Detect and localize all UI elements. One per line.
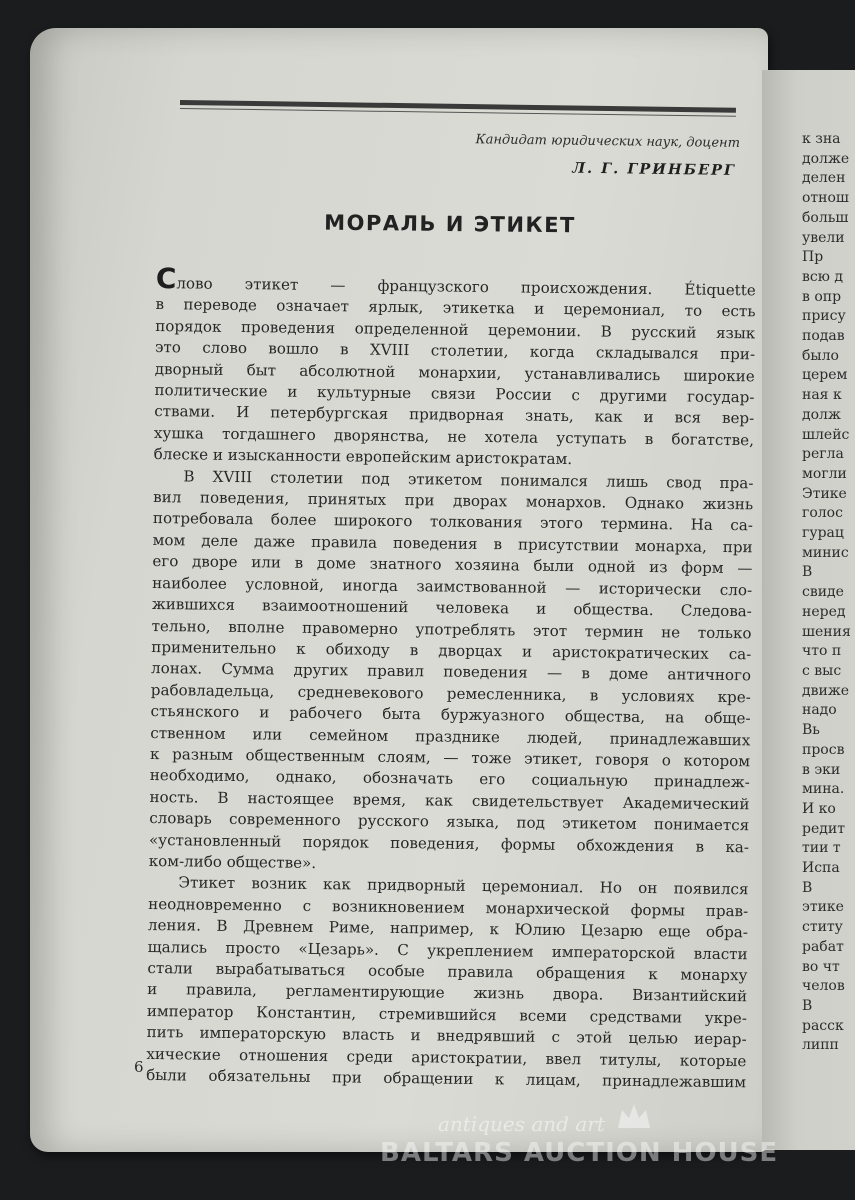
text-line-content: были обязательны при обращении к лицам, принадлежавшим [146,1065,747,1092]
right-page-fragment: что п [802,643,842,660]
right-page-fragment: Этике [802,485,847,502]
right-page-fragment: В [802,564,813,581]
right-page-fragment: этике [802,899,844,916]
right-page-fragment: шлейс [802,426,850,443]
text-line-content: словарь современного русского языка, под этикетом понимается [149,809,750,835]
right-page-fragment: неред [802,603,846,620]
right-page-fragment: долж [802,406,841,423]
text-line-content: неодновременно с возникновением монархической формы прав- [148,894,749,921]
drop-cap: С [155,262,177,296]
right-page-fragment: гурац [802,525,844,542]
text-line-content: к разным общественным слоям, — тоже этикет, говоря о котором [149,744,751,771]
right-page-fragment: долже [802,150,850,167]
right-page-fragment: шения [802,623,851,640]
text-line-content: ность. В настоящее время, как свидетельствует Академический [149,787,750,814]
right-page-fragment: с выс [802,662,842,679]
watermark-brand: BALTARS AUCTION HOUSE [380,1138,779,1168]
right-page-fragment: редит [802,820,845,837]
text-line-content: необходимо, однако, обозначать его социальную принадлеж- [149,766,750,792]
right-page-fragment: к зна [802,131,841,147]
right-page-fragment: тии т [802,840,841,857]
text-line-content: политические и культурные связи России с другими государ- [154,381,755,407]
right-page-fragment: рабат [802,938,844,955]
right-page-fragment: мина. [802,781,845,798]
right-page-fragment: просв [802,741,845,758]
book-page-right [762,70,855,1150]
right-page-fragment: подав [802,328,845,345]
text-line-content: порядок проведения определенной церемонии. В русский язык [155,316,756,343]
right-page-fragment: во чт [802,958,840,975]
right-page-fragment: отнош [802,190,849,207]
text-line-content: дворный быт абсолютной монархии, устанавливались широкие [154,359,755,385]
text-line-content: в переводе означает ярлык, этикетка и церемониал, то есть [155,295,756,321]
right-page-fragment: могли [802,465,847,482]
right-page-fragment: было [802,347,839,364]
right-page-fragment: Пр [802,249,824,266]
right-page-fragment: движе [802,682,849,699]
article-heading: МОРАЛЬ И ЭТИКЕТ [324,210,576,238]
header-rule [180,100,736,113]
text-line-content: стали вырабатываться особые правила обращения к монарху [147,958,748,985]
text-line-content: пить императорскую власть и внедрявший с этой целью иерар- [146,1023,747,1049]
right-page-fragment: регла [802,446,844,463]
text-line-content: стьянского и рабочего быта буржуазного общества, на обще- [150,702,751,728]
right-page-fragment: В [802,997,813,1014]
text-line-content: рабовладельца, средневекового ремесленника, в условиях кре- [150,680,751,707]
text-line-content: это слово вошло в XVIII столетии, когда складывался при- [154,338,756,364]
right-page-fragment: увели [802,229,845,246]
right-page-fragment: делен [802,170,846,187]
text-line-content: ления. В Древнем Риме, например, к Юлию Цезарю еще обра- [147,916,749,942]
right-page-fragment: Вь [802,722,820,739]
text-line-content: вил поведения, принятых при дворах монархов. Однако жизнь [153,488,754,514]
right-page-fragment: церем [802,367,848,384]
article-body [146,262,756,1094]
right-page-fragment: прису [802,308,846,325]
right-page-fragment: В [802,879,813,896]
right-page-fragment: в опр [802,288,842,305]
right-page-fragment: И ко [802,800,836,817]
page-number: 6 [134,1058,144,1076]
text-line-content: «установленный порядок поведения, формы обхождения в ка- [148,830,750,856]
right-page-fragment: в эки [802,761,841,778]
right-page-fragment: всю д [802,268,843,285]
right-page-fragment: ститу [802,919,843,936]
right-page-fragment: расск [802,1017,844,1034]
text-line-content: В XVIII столетии под этикетом понимался лишь свод пра- [183,467,754,492]
text-line-content: лонах. Сумма других правил поведения — в доме античного [150,659,752,685]
author-title: Кандидат юридических наук, доцент [475,132,741,151]
right-page-fragment: липп [802,1037,839,1054]
text-line-content: лово этикет — французского происхождения. Étiquette [176,274,756,300]
text-line-content: и правила, регламентирующие жизнь двора. Византийский [147,980,748,1006]
text-line-content: тельно, вполне правомерно употреблять этот термин не только [151,616,752,642]
text-line-content: его дворе или в доме знатного хозяина были одной из форм — [152,552,753,578]
author-name: Л. Г. ГРИНБЕРГ [572,159,737,179]
text-line-content: Этикет возник как придворный церемониал. Но он появился [178,873,749,899]
text-line-content: наиболее условной, иногда заимствованной — исторически сло- [152,573,753,599]
text-line-content: ственном или семейном празднике людей, принадлежавших [150,723,751,749]
text-line-content: хушка тогдашнего дворянства, не хотела уступать в богатстве, [153,423,755,450]
text-line-content: потребовала более широкого толкования этого термина. На са- [152,509,754,535]
book-page-left [30,28,768,1152]
right-page-fragment: ная к [802,387,842,404]
right-page-fragment: голос [802,505,843,522]
right-page-fragment: свиде [802,584,844,601]
text-line-content: хические отношения среди аристократии, ввел титулы, которые [146,1044,747,1070]
text-line-content: жившихся взаимоотношений человека и общества. Следова- [151,595,752,621]
right-page-text [802,130,855,1056]
text-line-content: применительно к обиходу в дворцах и аристократических са- [151,637,752,664]
right-page-fragment: Испа [802,860,840,877]
text-line-content: ком-либо обществе». [148,851,317,872]
watermark-tagline: antiques and art [438,1112,605,1136]
right-page-fragment: больш [802,209,849,226]
text-line-content: ствами. И петербургская придворная знать, как и вся вер- [154,402,755,428]
text-line-content: щались просто «Цезарь». С укреплением императорской власти [147,937,748,963]
right-page-fragment: челов [802,978,845,995]
right-page-fragment: минис [802,544,849,561]
text-line-content: мом деле даже правила поведения в присутствии монарха, при [152,530,753,557]
text-line-content: император Константин, стремившийся всеми средствами укре- [146,1001,747,1028]
text-line-content: блеске и изысканности европейским аристократам. [153,445,573,469]
right-page-fragment: надо [802,702,837,719]
